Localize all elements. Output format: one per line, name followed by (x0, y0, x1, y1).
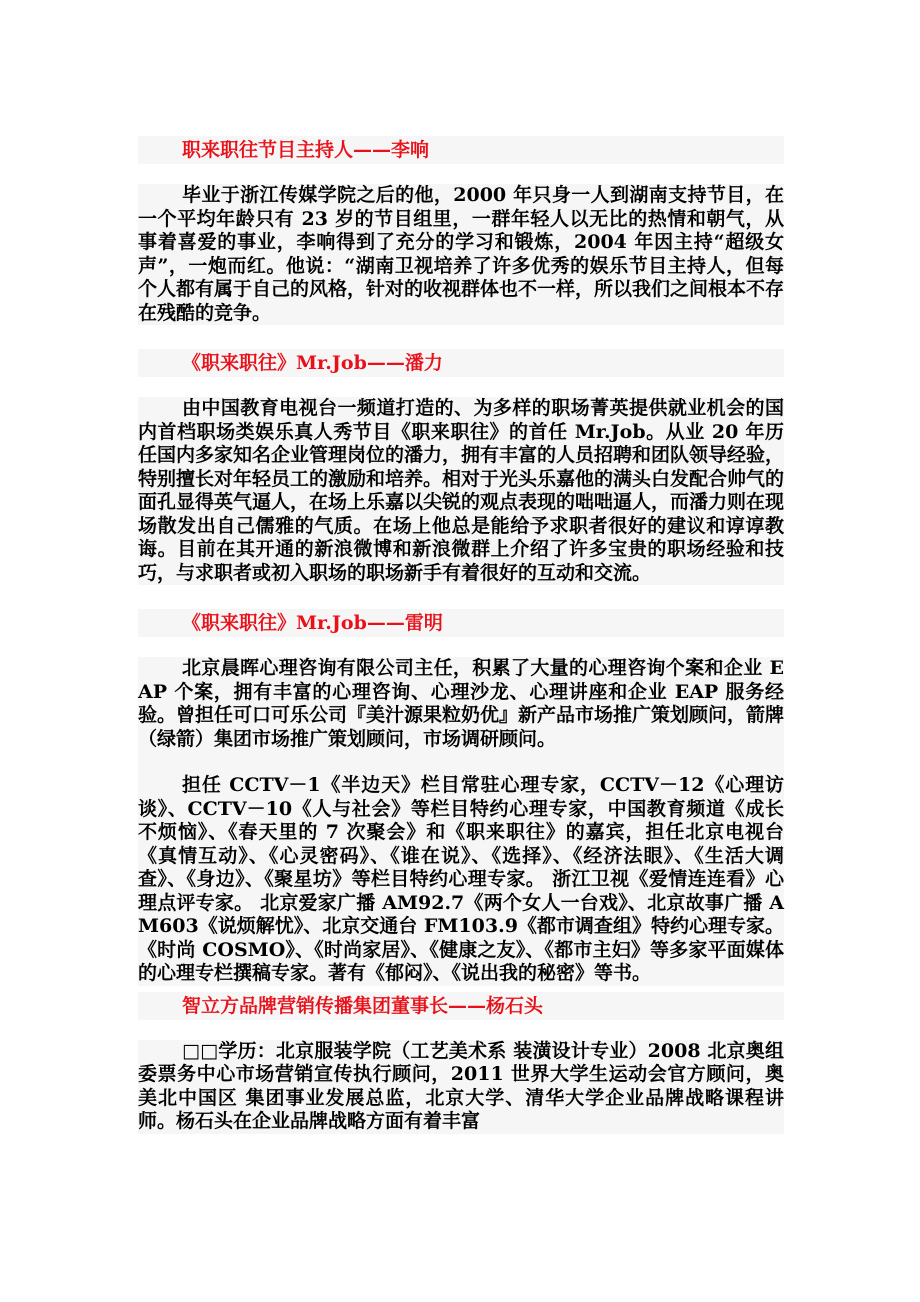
section-heading: 职来职往节目主持人——李响 (182, 139, 430, 161)
section-paragraph: 毕业于浙江传媒学院之后的他，2000 年只身一人到湖南支持节目，在一个平均年龄只有 23 岁的节目组里，一群年轻人以无比的热情和朝气，从事着喜爱的事业，李响得到了充分的学习和锻炼，2004 年因主持“超级女声”，一炮而红。他说：“湖南卫视培养了许多优秀的娱乐节目主持人，但每个人都有属于自己的风格，针对的收视群体也不一样，所以我们之间根本不存在残酷的竞争。 (138, 184, 785, 324)
section-heading: 《职来职往》Mr.Job——雷明 (182, 612, 443, 634)
section-pan-li (138, 349, 784, 585)
section-yang-shitou (138, 992, 784, 1134)
section-lei-ming (138, 609, 784, 986)
section-paragraph: 北京晨晖心理咨询有限公司主任，积累了大量的心理咨询个案和企业 EAP 个案，拥有丰富的心理咨询、心理沙龙、心理讲座和企业 EAP 服务经验。曾担任可口可乐公司『美汁源果粒奶优』新产品市场推广策划顾问，箭牌（绿箭）集团市场推广策划顾问，市场调研顾问。 (138, 657, 785, 750)
section-paragraph: 担任 CCTV－1《半边天》栏目常驻心理专家，CCTV－12《心理访谈》、CCTV－10《人与社会》等栏目特约心理专家，中国教育频道《成长不烦恼》、《春天里的 7 次聚会》和《职来职往》的嘉宾，担任北京电视台《真情互动》、《心灵密码》、《谁在说》、《选择》、《经济法眼》、《生活大调查》、《身边》、《聚星坊》等栏目特约心理专家。 浙江卫视《爱情连连看》心理点评专家。 北京爱家广播 AM92.7《两个女人一台戏》、北京故事广播 AM603《说烦解忧》、北京交通台 FM103.9《都市调查组》特约心理专家。《时尚 COSMO》、《时尚家居》、《健康之友》、《都市主妇》等多家平面媒体的心理专栏撰稿专家。著有《郁闷》、《说出我的秘密》等书。 (138, 774, 784, 984)
divider (138, 377, 784, 397)
divider (138, 1020, 784, 1040)
section-heading: 智立方品牌营销传播集团董事长——杨石头 (182, 994, 544, 1017)
paragraph-spacer (138, 751, 784, 774)
section-paragraph: □□学历：北京服装学院（工艺美术系 装潢设计专业）2008 北京奥组委票务中心市场营销宣传执行顾问，2011 世界大学生运动会官方顾问，奥美北中国区 集团事业发展总监，北京大学、清华大学企业品牌战略课程讲师。杨石头在企业品牌战略方面有着丰富 (138, 1039, 784, 1132)
section-heading: 《职来职往》Mr.Job——潘力 (182, 352, 443, 374)
divider (138, 164, 784, 184)
divider (138, 637, 784, 657)
section-paragraph: 由中国教育电视台一频道打造的、为多样的职场菁英提供就业机会的国内首档职场类娱乐真人秀节目《职来职往》的首任 Mr.Job。从业 20 年历任国内多家知名企业管理岗位的潘力，拥有丰富的人员招聘和团队领导经验，特别擅长对年轻员工的激励和培养。相对于光头乐嘉他的满头白发配合帅气的面孔显得英气逼人，在场上乐嘉以尖锐的观点表现的咄咄逼人，而潘力则在现场散发出自己儒雅的气质。在场上他总是能给予求职者很好的建议和谆谆教诲。目前在其开通的新浪微博和新浪微群上介绍了许多宝贵的职场经验和技巧，与求职者或初入职场的职场新手有着很好的互动和交流。 (138, 397, 785, 584)
document-page (138, 130, 784, 1134)
section-li-xiang (138, 136, 784, 325)
